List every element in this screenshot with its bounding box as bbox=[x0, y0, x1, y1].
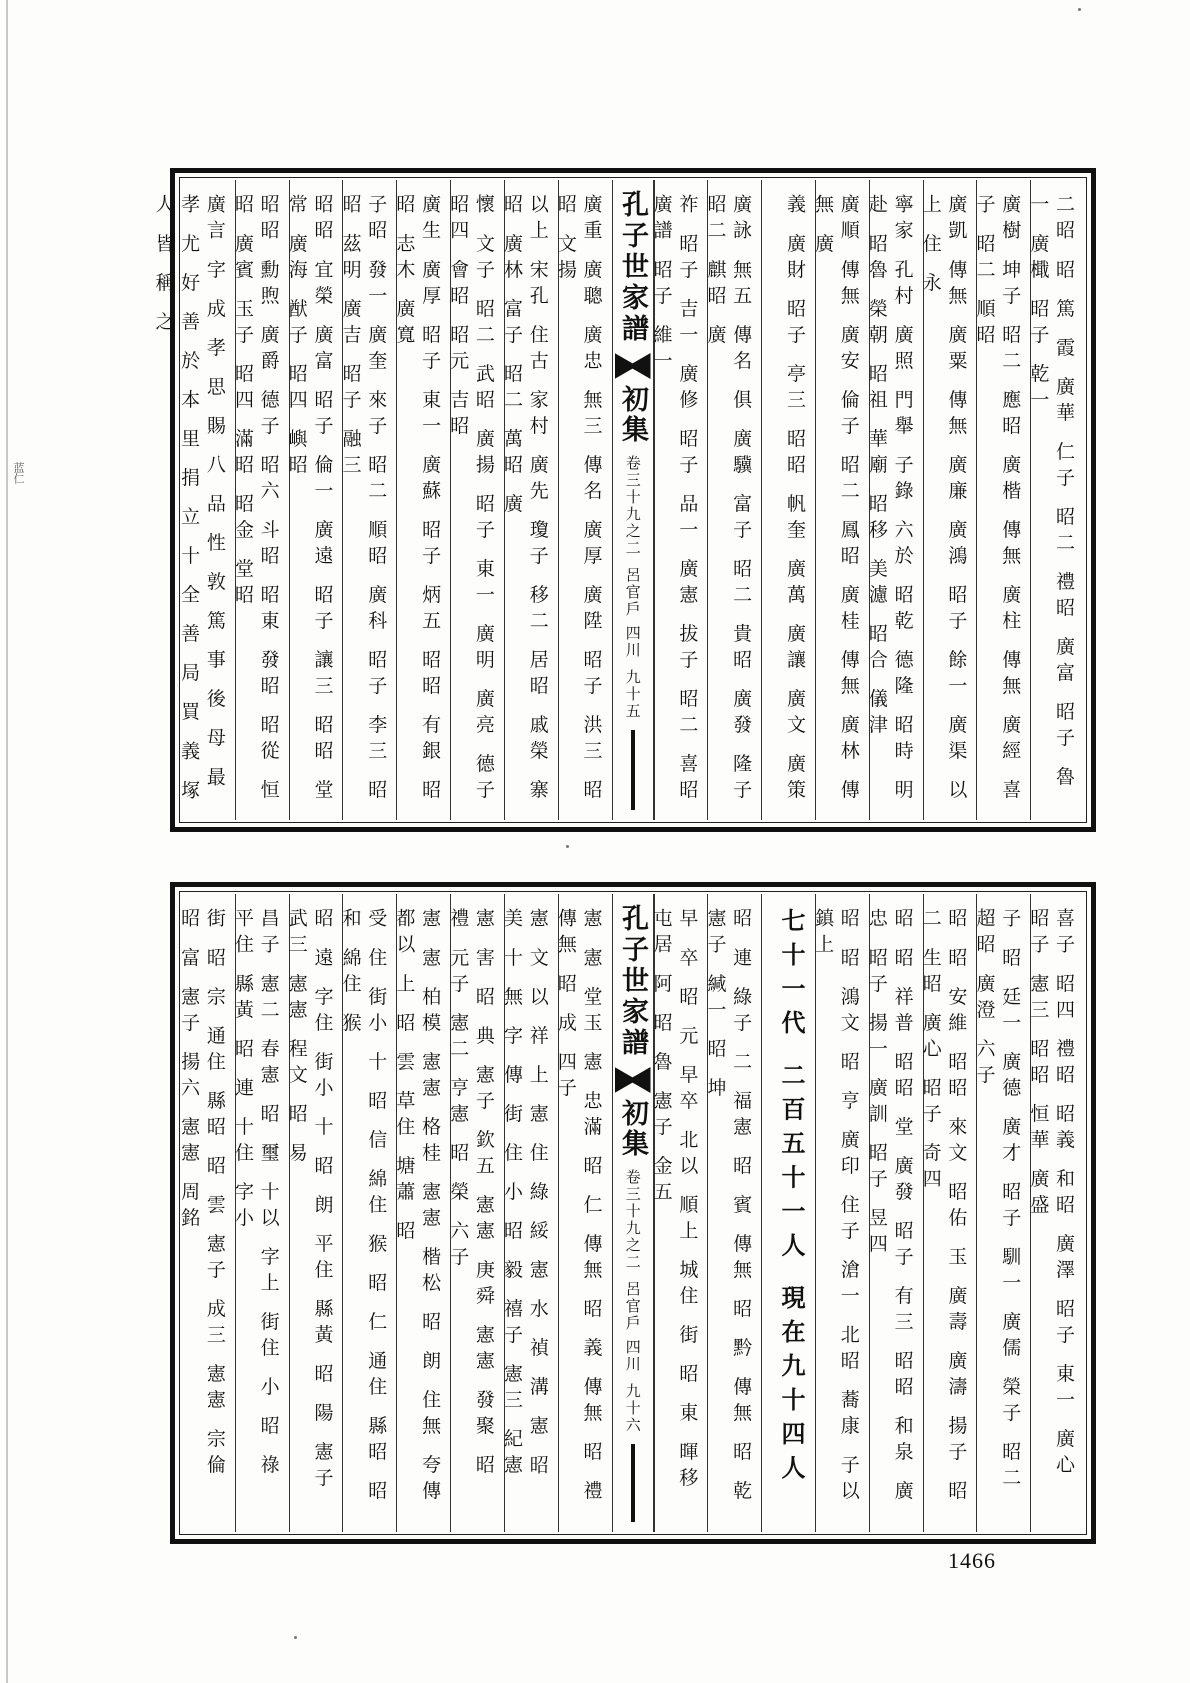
spine-volume: 卷三十九之二 bbox=[623, 1169, 642, 1271]
text-column: 寧家 孔村 廣照 門舉 子錄 六於 昭乾 德隆 昭時 明赴 昭魯 榮朝 昭祖 華廟 昭移 美濾 昭合 儀津 bbox=[869, 180, 923, 820]
genealogy-page-top bbox=[152, 168, 1096, 832]
text-column: 昭 連 綠子 二 福憲 昭 賓 傳無 昭 黔 傳無 昭 乾 憲子 緘一 昭 坤 bbox=[707, 894, 761, 1532]
spine-subtitle: 初集 bbox=[617, 385, 648, 445]
text-column: 廣生 廣厚 昭子 東一 廣蘇 昭子 炳五 昭昭 有銀 昭昭 志木 廣寬 bbox=[396, 180, 450, 820]
text-column: 廣樹 坤子 昭二 應昭 廣楷 傳無 廣柱 傳無 廣經 喜子 昭二 順昭 bbox=[976, 180, 1030, 820]
spine-page-label: 九十五 bbox=[623, 668, 642, 720]
scan-speck bbox=[566, 845, 569, 848]
text-column: 昭 遠 字住 街小 十 昭 朗 平住 縣黃 昭 陽 憲子 武三 憲憲 程文 昭 易 bbox=[289, 894, 343, 1532]
text-column: 子昭 發一 廣奎 來子 昭二 順昭 廣科 昭子 李三 昭昭 茲明 廣吉 昭子 融三 bbox=[342, 180, 396, 820]
text-column: 昭昭 勳煦 廣爵 德子 昭六 斗昭 昭東 發昭 昭從 恒昭 廣賓 玉子 昭四 滿昭 昭金 堂昭 bbox=[235, 180, 289, 820]
spine-place: 呂官戶 四川 bbox=[623, 1281, 642, 1373]
spine-title: 孔子世家譜 bbox=[617, 190, 648, 345]
text-column: 喜子 昭四 禮昭 昭義 和昭 廣澤 昭子 東一 廣心 昭子 憲三 昭昭 恒華 廣盛 bbox=[1030, 894, 1084, 1532]
text-column: 街 昭 宗 通住 縣昭 昭 雲 憲子 成三 憲憲 宗倫 昭 富 憲子 揚六 憲憲 周銘 bbox=[178, 908, 226, 1494]
spine-bar bbox=[631, 730, 635, 810]
spine-volume: 卷三十九之二 bbox=[623, 455, 642, 557]
spine-bar bbox=[631, 1444, 635, 1522]
spine-subtitle: 初集 bbox=[617, 1099, 648, 1159]
spine-place: 呂官戶 四川 bbox=[623, 567, 642, 659]
text-column: 二昭 昭 篤 霞 廣華 仁子 昭二 禮昭 廣富 昭子 魯一 廣檝 昭子 乾一 bbox=[1030, 180, 1084, 820]
text-column: 憲 憲 堂玉 憲 忠滿 昭 仁 傳無 昭 義 傳無 昭 禮 傳無 昭 成 四子 bbox=[558, 894, 612, 1532]
text-column: 廣言 字 成 孝 思 賜 八 品 性 敦 篤 事 後 母 最 孝 尤 好 善 於 本 里 捐 立 十 全 善 局 買 義 塚 人 皆 稱 之 bbox=[152, 194, 226, 819]
text-column: 祚 昭子 吉一 廣修 昭子 品一 廣憲 拔子 昭二 喜昭 廣譜 昭子 維一 bbox=[654, 180, 708, 820]
scan-speck bbox=[1078, 8, 1081, 11]
text-column: 廣順 傳無 廣安 倫子 昭二 鳳昭 廣桂 傳無 廣林 傳無 廣 bbox=[815, 180, 869, 820]
genealogy-page-bottom bbox=[170, 882, 1096, 1544]
text-column: 義 廣財 昭子 亭三 昭昭 帆奎 廣萬 廣讓 廣文 廣策 bbox=[761, 180, 815, 820]
spine-title: 孔子世家譜 bbox=[617, 904, 648, 1059]
gutter-mark: 蓝仁 bbox=[12, 462, 25, 484]
text-column: 憲 文 以 祥 上 憲 住 綠 綏 憲 水 禎 溝 憲 昭 美 十 無 字 傳 街 住 小 昭 毅 禧子 憲三 紀憲 bbox=[504, 894, 558, 1532]
text-column: 早 卒 昭 元 早卒 北以 順上 城住 街 昭 東 暉移 屯居 阿 昭 魯 憲子 金五 bbox=[654, 894, 708, 1532]
page-number: 1466 bbox=[948, 1548, 996, 1573]
text-column: 憲 憲 柏模 憲憲 格桂 憲憲 楷松 昭 朗 住無 夸傳 都以 上 昭 雲 草住 塘蕭 昭 bbox=[396, 894, 450, 1532]
text-column: 昌子 憲二 春憲 昭 璽 十以 字上 街住 小 昭 祿 平住 縣黃 昭 連 十住 字小 bbox=[235, 894, 289, 1532]
text-column: 昭昭 宜榮 廣富 昭子 倫一 廣遠 昭子 讓三 昭昭 堂常 廣海 猷子 昭四 嶼昭 bbox=[289, 180, 343, 820]
scan-speck bbox=[294, 1636, 297, 1639]
spine-page-label: 九十六 bbox=[623, 1382, 642, 1434]
bottom-columns bbox=[178, 894, 1084, 1532]
text-column: 憲 害 昭 典 憲子 欽五 憲憲 庚舜 憲憲 發聚 昭 禮 元子 憲二 亨憲 昭 榮 六子 bbox=[450, 894, 504, 1532]
text-column: 以上 宋孔 住古 家村 廣先 瓊子 移二 居昭 戚榮 寨昭 廣林 富子 昭二 萬昭 廣 bbox=[504, 180, 558, 820]
text-column: 廣重 廣聰 廣忠 無三 傳名 廣厚 廣陞 昭子 洪三 昭昭 文揚 bbox=[558, 180, 612, 820]
text-column: 昭 昭 鴻文 昭 亨 廣印 住子 滄一 北昭 蕎康 子以 鎮上 bbox=[815, 894, 869, 1532]
generation-heading: 七十一代 二百五十一人 現在九十四人 bbox=[761, 894, 815, 1532]
text-column: 懷 文子 昭二 武昭 廣揚 昭子 東一 廣明 廣亮 德子 昭四 會昭 昭元 吉昭 bbox=[450, 180, 504, 820]
text-column: 子 昭 廷一 廣德 廣才 昭子 馴一 廣儒 榮子 昭二 超昭 廣澄 六子 bbox=[976, 894, 1030, 1532]
text-column: 廣凱 傳無 廣粟 傳無 廣廉 廣鴻 昭子 餘一 廣渠 以上 住 永 bbox=[923, 180, 977, 820]
ribbon-ornament bbox=[615, 353, 651, 379]
top-columns bbox=[152, 180, 1084, 820]
scan-edge-line bbox=[6, 0, 8, 1683]
ribbon-ornament bbox=[615, 1067, 651, 1093]
text-column: 廣詠 無五 傳名 俱 廣驥 富子 昭二 貴昭 廣發 隆子 昭二 麒昭 廣 bbox=[707, 180, 761, 820]
text-column: 昭 昭 祥普 昭昭 堂 廣發 昭子 有三 昭昭 和泉 廣忠 昭子 揚一 廣訓 昭子 昱四 bbox=[869, 894, 923, 1532]
text-column: 受 住 街小 十 昭 信 綿住 猴 昭 仁 通住 縣昭 昭 和 綿住 猴 bbox=[342, 894, 396, 1532]
text-column: 昭 昭 安維 昭昭 來文 昭佑 玉 廣壽 廣濤 揚子 昭二 生昭 廣心 昭子 奇四 bbox=[923, 894, 977, 1532]
